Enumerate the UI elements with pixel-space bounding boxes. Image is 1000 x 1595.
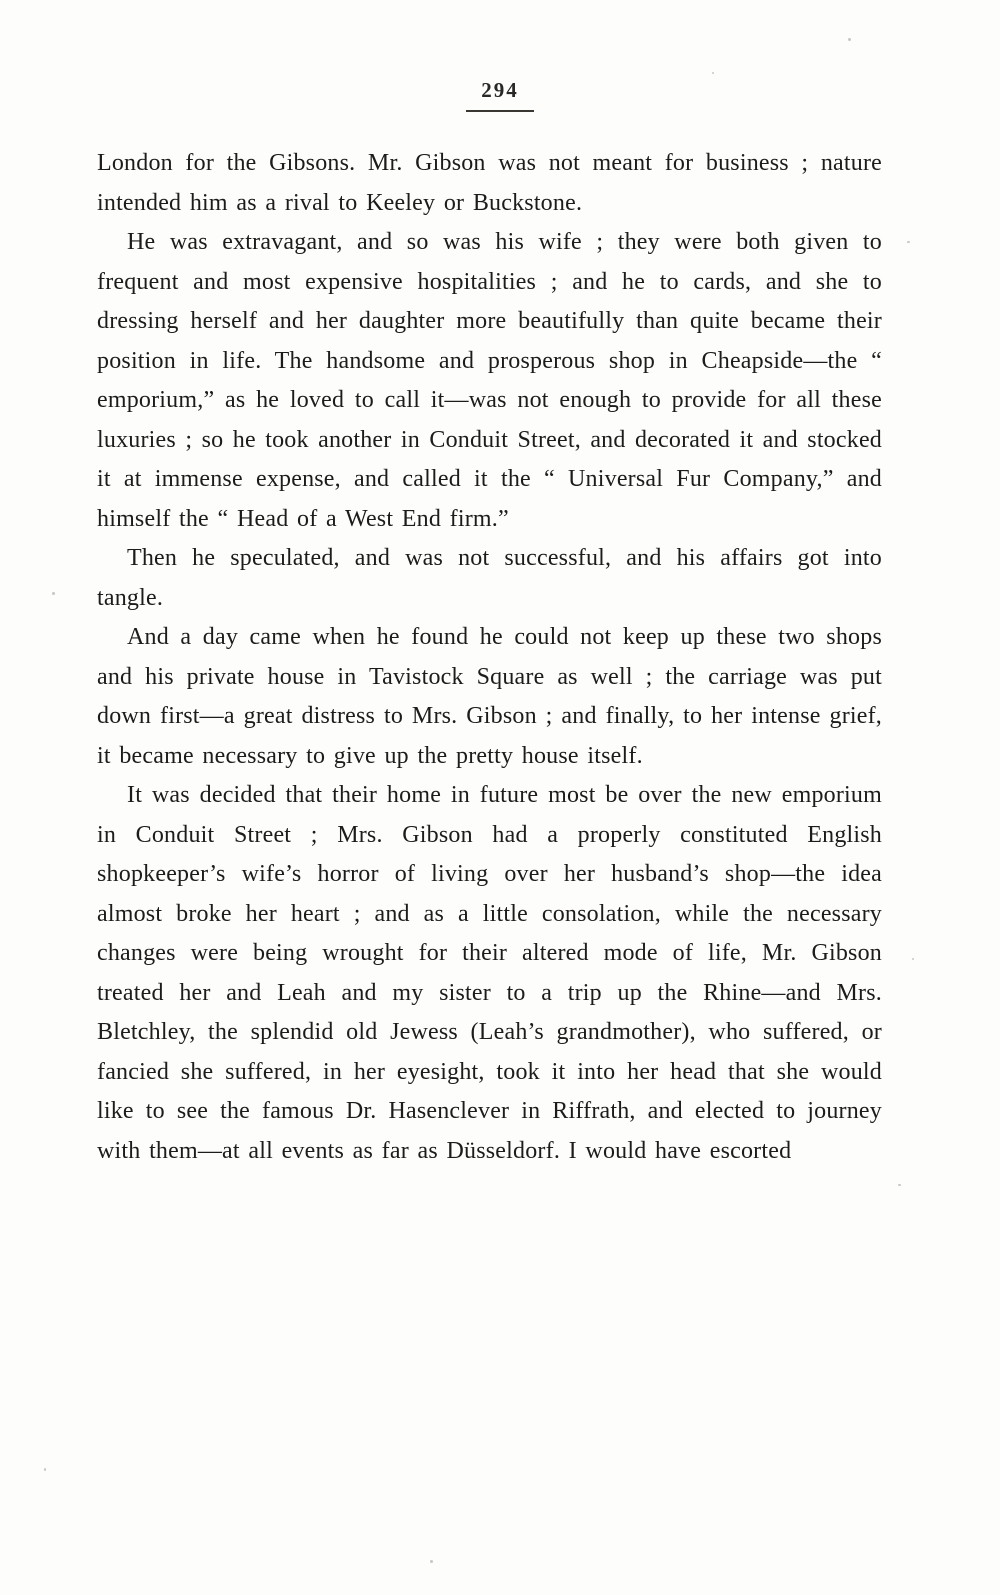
scan-speck xyxy=(898,1184,901,1186)
paragraph: Then he speculated, and was not successful, and his affairs got into tangle. xyxy=(97,545,882,611)
scan-speck xyxy=(907,241,910,243)
scan-speck xyxy=(912,958,914,960)
scan-speck xyxy=(848,38,851,41)
body-text xyxy=(97,144,882,1171)
scan-speck xyxy=(712,72,714,74)
scan-speck xyxy=(52,592,55,595)
paragraph: He was extravagant, and so was his wife ; they were both given to frequent and most expensive hospitalities ; and he to cards, and she to dressing herself and her daughter more beautifully than quite became their position in life. The handsome and prosperous shop in Cheapside—the “ emporium,” as he loved to call it—was not enough to provide for all these luxuries ; so he took another in Conduit Street, and decorated it and stocked it at immense expense, and called it the “ Universal Fur Company,” and himself the “ Head of a West End firm.” xyxy=(97,229,882,532)
page-number: 294 xyxy=(481,78,519,102)
scan-speck xyxy=(44,1468,46,1471)
paragraph: And a day came when he found he could not keep up these two shops and his private house in Tavistock Square as well ; the carriage was put down first—a great distress to Mrs. Gibson ; and finally, to her intense grief, it became necessary to give up the pretty house itself. xyxy=(97,624,882,769)
scan-speck xyxy=(430,1560,433,1563)
page-number-rule xyxy=(466,110,534,112)
page-header xyxy=(0,0,1000,112)
paragraph: London for the Gibsons. Mr. Gibson was not meant for business ; nature intended him as a rival to Keeley or Buckstone. xyxy=(97,150,882,216)
paragraph: It was decided that their home in future most be over the new emporium in Conduit Street ; Mrs. Gibson had a properly constituted English shopkeeper’s wife’s horror of living over her husband’s shop—the idea almost broke her heart ; and as a little consolation, while the necessary changes were being wrought for their altered mode of life, Mr. Gibson treated her and Leah and my sister to a trip up the Rhine—and Mrs. Bletchley, the splendid old Jewess (Leah’s grandmother), who suffered, or fancied she suffered, in her eyesight, took it into her head that she would like to see the famous Dr. Hasenclever in Riffrath, and elected to journey with them—at all events as far as Düsseldorf. I would have escorted xyxy=(97,782,882,1164)
